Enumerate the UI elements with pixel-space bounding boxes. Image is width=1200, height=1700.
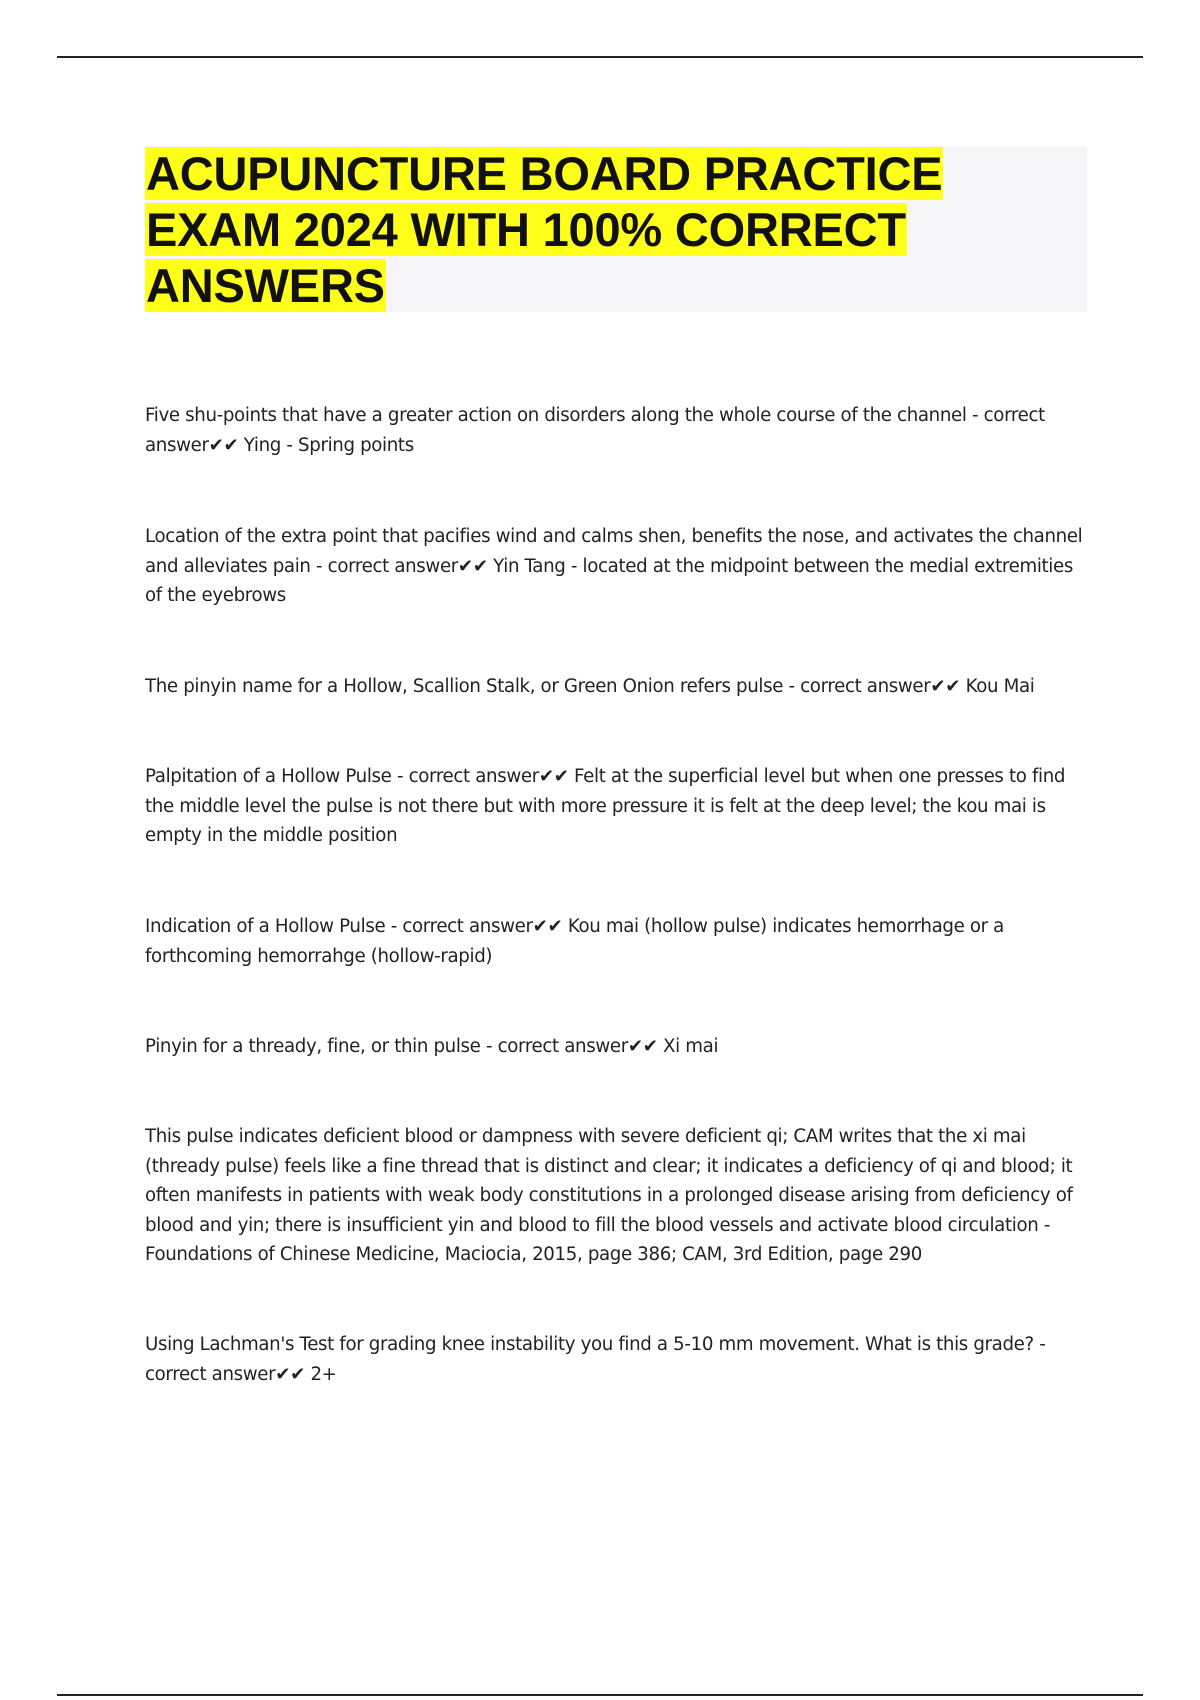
qa-item-3: The pinyin name for a Hollow, Scallion Stalk, or Green Onion refers pulse - correct answer✔✔ Kou Mai	[145, 676, 1035, 697]
qa-item-5: Indication of a Hollow Pulse - correct answer✔✔ Kou mai (hollow pulse) indicates hemorrhage or a forthcoming hemorrahge (hollow-rapid)	[145, 916, 1004, 967]
qa-item-2: Location of the extra point that pacifies wind and calms shen, benefits the nose, and activates the channel and alleviates pain - correct answer✔✔ Yin Tang - located at the midpoint between the medial extremities of the eyebrows	[145, 526, 1083, 606]
qa-item-6: Pinyin for a thready, fine, or thin pulse - correct answer✔✔ Xi mai	[145, 1036, 719, 1057]
title-highlight: ACUPUNCTURE BOARD PRACTICE EXAM 2024 WITH 100% CORRECT ANSWERS	[146, 147, 943, 312]
top-rule	[57, 56, 1143, 58]
document-title	[145, 146, 1005, 314]
qa-item-4: Palpitation of a Hollow Pulse - correct answer✔✔ Felt at the superficial level but when one presses to find the middle level the pulse is not there but with more pressure it is felt at the deep level; the kou mai is empty in the middle position	[145, 766, 1066, 846]
qa-item-7: This pulse indicates deficient blood or dampness with severe deficient qi; CAM writes that the xi mai (thready pulse) feels like a fine thread that is distinct and clear; it indicates a deficiency of qi and blood; it often manifests in patients with weak body constitutions in a prolonged disease arising from deficiency of blood and yin; there is insufficient yin and blood to fill the blood vessels and activate blood circulation - Foundations of Chinese Medicine, Maciocia, 2015, page 386; CAM, 3rd Edition, page 290	[145, 1126, 1073, 1265]
bottom-rule	[57, 1694, 1143, 1696]
title-block	[145, 146, 1087, 312]
qa-item-1: Five shu-points that have a greater action on disorders along the whole course of the channel - correct answer✔✔ Ying - Spring points	[145, 405, 1045, 456]
qa-item-8: Using Lachman's Test for grading knee instability you find a 5-10 mm movement. What is this grade? - correct answer✔✔ 2+	[145, 1334, 1046, 1385]
